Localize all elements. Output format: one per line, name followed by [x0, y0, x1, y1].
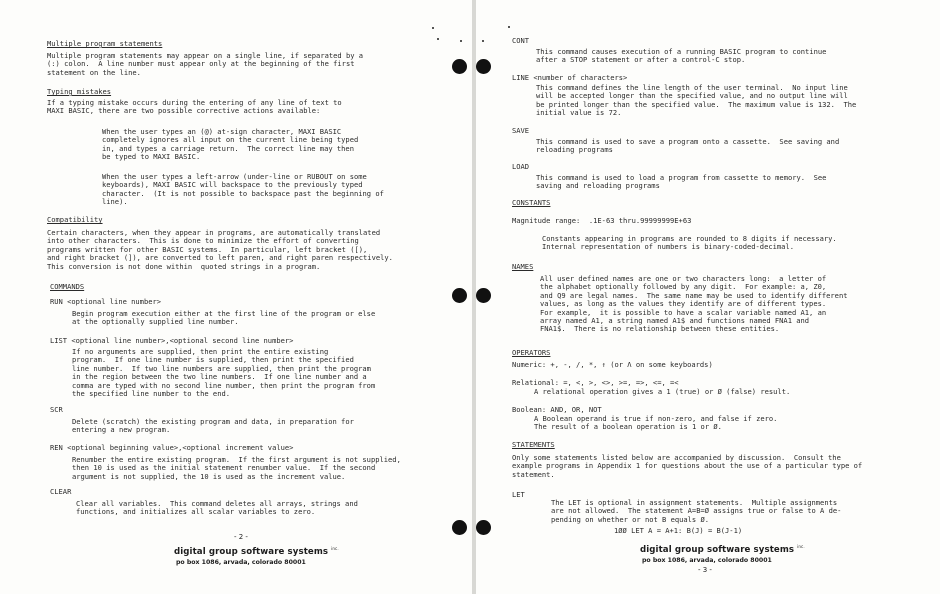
punch-hole-icon — [452, 288, 467, 303]
scan-speck — [482, 40, 484, 42]
operators-boolean-desc: A Boolean operand is true if non-zero, and false if zero. The result of a boolean operation is 1 or Ø. — [534, 414, 778, 432]
command-cont-desc: This command causes execution of a running BASIC program to continue after a STOP statement or after a control-C stop. — [536, 47, 827, 65]
operators-relational: Relational: =, <, >, <>, >=, =>, <=, =< — [512, 378, 679, 387]
scan-speck — [508, 26, 510, 28]
heading-names: NAMES — [512, 262, 534, 271]
punch-hole-icon — [452, 59, 467, 74]
command-ren-desc: Renumber the entire existing program. If the first argument is not supplied, then 10 is used as the initial statement renumber value. If the second argument is not supplied, the 10 is used as the increment value. — [72, 455, 401, 481]
command-cont: CONT — [512, 36, 530, 45]
command-save-desc: This command is used to save a program onto a cassette. See saving and reloading programs — [536, 137, 840, 155]
operators-boolean: Boolean: AND, OR, NOT — [512, 405, 602, 414]
constants-desc: Constants appearing in programs are rounded to 8 digits if necessary. Internal representation of numbers is binary-coded-decimal. — [542, 234, 837, 252]
punch-hole-icon — [476, 288, 491, 303]
footer-company: digital group software systems $^{inc.}$ — [174, 546, 339, 557]
para-compatibility: Certain characters, when they appear in programs, are automatically translated into other characters. This is done to minimize the effort of converting programs written for other BASIC systems. In particular, left bracket ([), and right bracket (]), are converted to left paren, and right paren respectively. This conversion is not done within quoted strings in a program. — [47, 228, 393, 271]
right-page — [476, 0, 940, 594]
footer-address: po box 1086, arvada, colorado 80001 — [176, 559, 306, 566]
command-line: LINE <number of characters> — [512, 73, 628, 82]
heading-constants: CONSTANTS — [512, 198, 551, 207]
footer-address: po box 1086, arvada, colorado 80001 — [642, 557, 772, 564]
para-typing-mistakes: If a typing mistake occurs during the entering of any line of text to MAXI BASIC, there are two possible corrective actions available: — [47, 98, 342, 116]
command-list: LIST <optional line number>,<optional second line number> — [50, 336, 294, 345]
command-load: LOAD — [512, 162, 530, 171]
heading-operators: OPERATORS — [512, 348, 551, 357]
statements-desc: Only some statements listed below are accompanied by discussion. Consult the example programs in Appendix 1 for questions about the use of a particular type of statement. — [512, 453, 863, 479]
heading-typing-mistakes: Typing mistakes — [47, 87, 112, 96]
heading-statements: STATEMENTS — [512, 440, 555, 449]
scan-speck — [460, 40, 462, 42]
command-load-desc: This command is used to load a program from cassette to memory. See saving and reloading programs — [536, 173, 827, 191]
footer-company: digital group software systems $^{inc.}$ — [640, 544, 805, 555]
punch-hole-icon — [452, 520, 467, 535]
command-ren: REN <optional beginning value>,<optional increment value> — [50, 443, 294, 452]
para-left-arrow: When the user types a left-arrow (under-line or RUBOUT on some keyboards), MAXI BASIC will backspace to the previously typed character. (It is not possible to backspace past the beginning of line). — [102, 172, 384, 207]
constants-range: Magnitude range: .1E-63 thru.99999999E+63 — [512, 216, 692, 225]
names-desc: All user defined names are one or two characters long: a letter of the alphabet optionally followed by any digit. For example: a, Z0, and Q9 are legal names. The same name may be used to identify different values, as long as the values they identify are of different types. For example, it is possible to have a scalar variable named A1, an array named A1, a string named A1$ and functions named FNA1 and FNA1$. There is no relationship between these entities. — [540, 274, 848, 334]
page-number: - 2 - — [234, 533, 248, 541]
command-list-desc: If no arguments are supplied, then print the entire existing program. If one line number is supplied, then print the specified line number. If two line numbers are supplied, then print the program in the region between the two line numbers. If one line number and a comma are typed with no second line number, then print the program from the specified line number to the end. — [72, 347, 376, 399]
para-multiple-statements: Multiple program statements may appear on a single line, if separated by a (:) colon. A line number must appear only at the beginning of the first statement on the line. — [47, 51, 364, 77]
command-run: RUN <optional line number> — [50, 297, 162, 306]
heading-compatibility: Compatibility — [47, 215, 103, 224]
heading-multiple-statements: Multiple program statements — [47, 39, 163, 48]
scan-speck — [432, 27, 434, 29]
command-clear-desc: Clear all variables. This command deletes all arrays, strings and functions, and initializes all scalar variables to zero. — [76, 499, 358, 517]
operators-numeric: Numeric: +, -, /, *, ↑ (or Λ on some keyboards) — [512, 360, 713, 369]
punch-hole-icon — [476, 59, 491, 74]
command-run-desc: Begin program execution either at the first line of the program or else at the optionally supplied line number. — [72, 309, 376, 327]
command-scr-desc: Delete (scratch) the existing program and data, in preparation for entering a new program. — [72, 417, 354, 435]
page-number: - 3 - — [698, 566, 712, 574]
statement-let: LET — [512, 490, 525, 499]
command-line-desc: This command defines the line length of the user terminal. No input line will be accepted longer than the specified value, and no output line will be printed longer than the specified value. The maximum value is 132. The initial value is 72. — [536, 83, 857, 118]
command-scr: SCR — [50, 405, 63, 414]
command-clear: CLEAR — [50, 487, 72, 496]
heading-commands: COMMANDS — [50, 282, 85, 291]
scan-speck — [437, 38, 439, 40]
statement-let-example: 1ØØ LET A = A+1: B(J) = B(J-1) — [614, 526, 743, 535]
command-save: SAVE — [512, 126, 530, 135]
statement-let-desc: The LET is optional in assignment statements. Multiple assignments are not allowed. The statement A=B=Ø assigns true or false to A de- pending on whether or not B equals Ø. — [551, 498, 842, 524]
para-at-sign: When the user types an (@) at-sign character, MAXI BASIC completely ignores all input on the current line being typed in, and types a carriage return. The correct line may then be typed to MAXI BASIC. — [102, 127, 359, 162]
punch-hole-icon — [476, 520, 491, 535]
operators-relational-desc: A relational operation gives a 1 (true) or Ø (false) result. — [534, 387, 791, 396]
